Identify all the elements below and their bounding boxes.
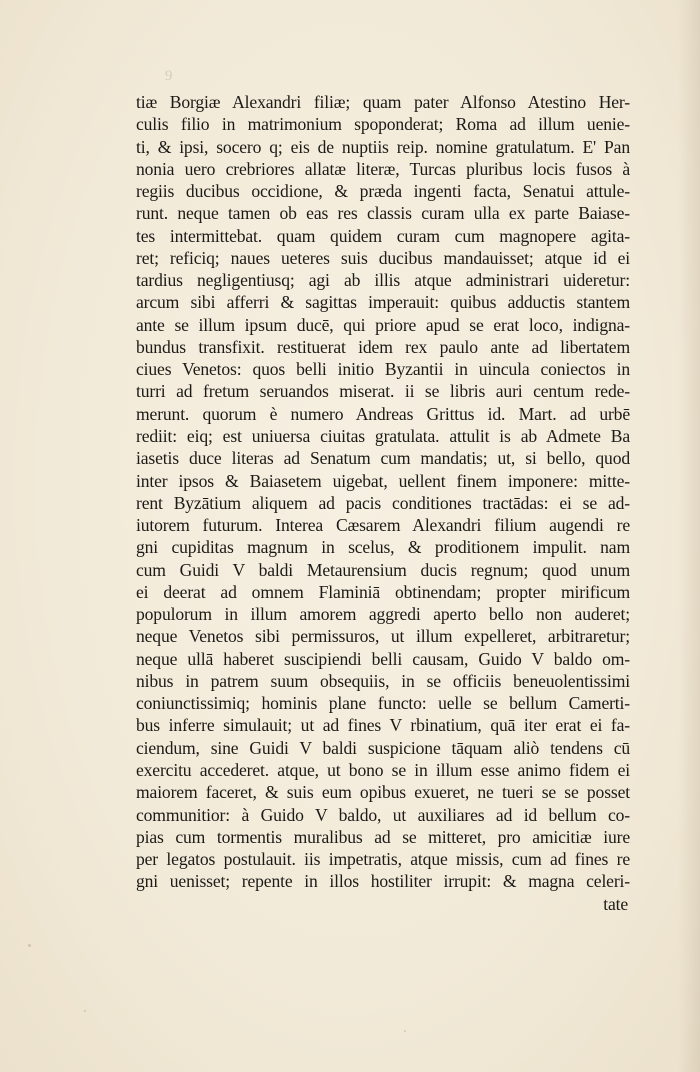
text-line: arcum sibi afferri & sagittas imperauit: quibus adductis stantem [136,292,630,313]
text-line: iasetis duce literas ad Senatum cum mandatis; ut, si bello, quod [136,448,630,469]
text-line: rediit: eiq; est uniuersa ciuitas gratulata. attulit is ab Admete Ba [136,425,630,446]
text-line: populorum in illum amorem aggredi aperto bello non auderet; [136,604,630,625]
text-line: neque Venetos sibi permissuros, ut illum expelleret, arbitraretur; [136,626,630,647]
text-line: gni cupiditas magnum in scelus, & proditionem impulit. nam [136,537,630,558]
text-line: gni uenisset; repente in illos hostiliter irrupit: & magna celeri- [136,871,630,892]
text-line: neque ullā haberet suscipiendi belli causam, Guido V baldo om- [136,648,630,669]
text-line: tardius negligentiusq; agi ab illis atque administrari uideretur: [136,270,630,291]
text-line: exercitu accederet. atque, ut bono se in illum esse animo fidem ei [136,759,630,780]
text-line: ei deerat ad omnem Flaminiā obtinendam; propter mirificum [136,581,630,602]
text-line: ti, & ipsi, socero q; eis de nuptiis reip. nomine gratulatum. E' Pan [136,136,630,157]
text-line: nibus in patrem suum obsequiis, in se officiis beneuolentissimi [136,670,630,691]
text-line: nonia uero crebriores allatæ literæ, Turcas pluribus locis fusos à [136,158,630,179]
text-line: merunt. quorum è numero Andreas Grittus id. Mart. ad urbē [136,403,630,424]
paper-spot [28,944,31,947]
text-line: tes intermittebat. quam quidem curam cum magnopere agita- [136,225,630,246]
text-line: inter ipsos & Baiasetem uigebat, uellent finem imponere: mitte- [136,470,630,491]
catchword: tate [603,893,628,914]
text-line: bus inferre simulauit; ut ad fines V rbinatium, quā iter erat ei fa- [136,715,630,736]
text-line: ciues Venetos: quos belli initio Byzantii in uincula coniectos in [136,359,630,380]
text-line: tiæ Borgiæ Alexandri filiæ; quam pater Alfonso Atestino Her- [136,92,630,112]
text-line: maiorem faceret, & suis eum opibus exueret, ne tueri se se posset [136,782,630,803]
text-line: pias cum tormentis muralibus ad se mitteret, pro amicitiæ iure [136,826,630,847]
show-through-mark: 9 [165,68,173,84]
text-line: bundus transfixit. restituerat idem rex paulo ante ad libertatem [136,336,630,357]
text-line: iutorem futurum. Interea Cæsarem Alexandri filium augendi re [136,515,630,536]
paper-spot [404,1030,406,1032]
text-line: ante se illum ipsum ducē, qui priore apud se erat loco, indigna- [136,314,630,335]
text-line: cum Guidi V baldi Metaurensium ducis regnum; quod unum [136,559,630,580]
text-block [136,91,630,915]
text-line: rent Byzātium aliquem ad pacis conditiones tractādas: ei se ad- [136,492,630,513]
text-line: coniunctissimiq; hominis plane functo: uelle se bellum Camerti- [136,693,630,714]
text-line: ciendum, sine Guidi V baldi suspicione tāquam aliò tendens cū [136,737,630,758]
text-line: runt. neque tamen ob eas res classis curam ulla ex parte Baiase- [136,203,630,224]
text-line: per legatos postulauit. iis impetratis, atque missis, cum ad fines re [136,849,630,870]
paper-spot [84,1010,86,1012]
text-line: communitior: à Guido V baldo, ut auxiliares ad id bellum co- [136,804,630,825]
text-line: regiis ducibus occidione, & præda ingenti facta, Senatui attule- [136,181,630,202]
text-line: turri ad fretum seruandos miserat. ii se libris auri centum rede- [136,381,630,402]
page-edge-shadow [678,0,700,1072]
text-line: ret; reficiq; naues ueteres suis ducibus mandauisset; atque id ei [136,247,630,268]
text-line: culis filio in matrimonium spoponderat; Roma ad illum uenie- [136,114,630,135]
